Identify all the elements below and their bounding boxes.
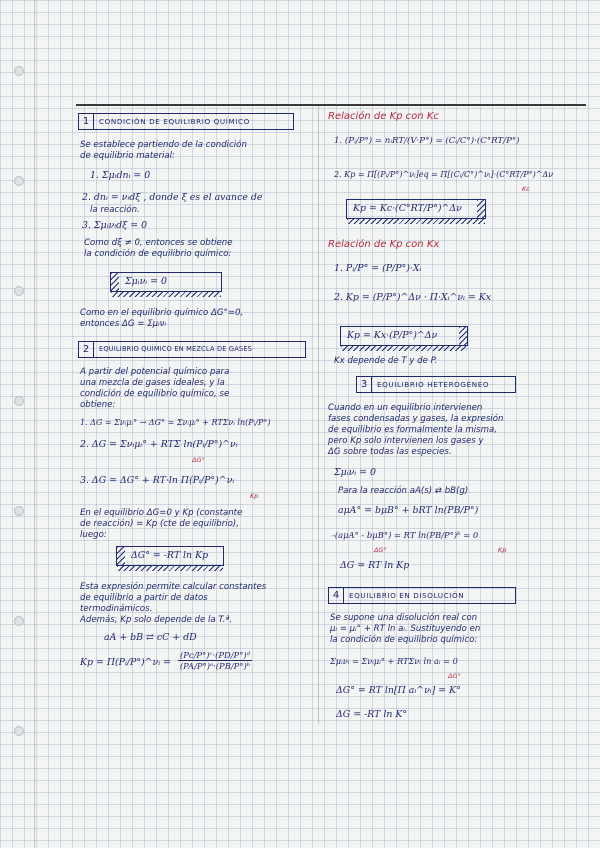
text-line: Se supone una disolución real con bbox=[330, 613, 478, 623]
equation: ΔG° = RT ln[Π aᵢ^νᵢ] = K° bbox=[336, 685, 461, 696]
header-rule bbox=[76, 104, 586, 106]
binder-hole bbox=[14, 66, 24, 76]
annotation: ΔG° bbox=[448, 672, 461, 680]
text-line: Además, Kp solo depende de la T.ª. bbox=[80, 615, 233, 625]
section-title: EQUILIBRIO QUÍMICO EN MEZCLA DE GASES bbox=[99, 345, 253, 353]
binder-hole bbox=[14, 176, 24, 186]
section-number: 2 bbox=[79, 342, 94, 357]
equation: 1. (Pᵢ/P°) = nᵢRT/(V·P°) = (Cᵢ/C°)·(C°RT/P°) bbox=[334, 136, 520, 146]
text-line: luego: bbox=[80, 530, 107, 540]
section-1-header bbox=[78, 113, 294, 130]
equation: Σμᵢνᵢ = 0 bbox=[334, 467, 376, 478]
boxed-equation: Kp = Kx·(P/P°)^Δν bbox=[347, 330, 438, 341]
text-line: μᵢ = μᵢ° + RT ln aᵢ. Sustituyendo en bbox=[330, 624, 481, 634]
text-line: Kx depende de T y de P. bbox=[334, 356, 438, 366]
equation: 2. dnᵢ = νᵢdξ , donde ξ es el avance de bbox=[82, 192, 263, 203]
fraction bbox=[178, 650, 252, 671]
equation: aμA° = bμB° + bRT ln(PB/P°) bbox=[338, 505, 479, 516]
text-line: entonces ΔG = Σμᵢνᵢ bbox=[80, 319, 167, 329]
text-line: ΔG sobre todas las especies. bbox=[328, 447, 452, 457]
binder-hole bbox=[14, 506, 24, 516]
section-3-header bbox=[356, 376, 516, 393]
equation: 1. ΔG = Σνᵢμᵢ° → ΔG° = Σνᵢμᵢ° + RTΣνᵢ ln(Pᵢ/P°) bbox=[80, 418, 271, 427]
reaction-equation: aA + bB ⇄ cC + dD bbox=[104, 632, 197, 643]
margin-line bbox=[34, 0, 35, 848]
text-line: la reacción. bbox=[90, 205, 140, 215]
subsection-title: Relación de Kp con Kc bbox=[328, 111, 439, 122]
text-line: pero Kp solo intervienen los gases y bbox=[328, 436, 484, 446]
boxed-equation: Kp = Kc·(C°RT/P°)^Δν bbox=[353, 203, 462, 214]
boxed-equation: Σμᵢνᵢ = 0 bbox=[125, 276, 167, 287]
binder-hole bbox=[14, 726, 24, 736]
box-hatching bbox=[117, 566, 223, 571]
text-line: Se establece partiendo de la condición bbox=[80, 140, 247, 150]
binder-hole bbox=[14, 396, 24, 406]
boxed-result bbox=[110, 272, 222, 292]
box-hatching bbox=[347, 219, 485, 224]
equation: 2. Kp = (P/P°)^Δν · Π·Xᵢ^νᵢ = Kx bbox=[334, 292, 492, 303]
annotation: ΔG° bbox=[192, 456, 205, 464]
equation: 1. Pᵢ/P° = (P/P°)·Xᵢ bbox=[334, 263, 422, 274]
section-number: 1 bbox=[79, 114, 94, 129]
equation: 3. ΔG = ΔG° + RT·ln Π(Pᵢ/P°)^νᵢ bbox=[80, 475, 235, 486]
annotation: Kp bbox=[498, 546, 507, 554]
box-hatching bbox=[111, 273, 119, 291]
text-line: En el equilibrio ΔG=0 y Kp (constante bbox=[80, 508, 243, 518]
text-line: obtiene: bbox=[80, 400, 116, 410]
box-hatching bbox=[341, 346, 467, 351]
equation: ΔG = -RT ln K° bbox=[336, 709, 408, 720]
equation: 2. ΔG = Σνᵢμᵢ° + RTΣ ln(Pᵢ/P°)^νᵢ bbox=[80, 439, 238, 450]
text-line: A partir del potencial químico para bbox=[80, 367, 230, 377]
box-hatching bbox=[111, 292, 221, 297]
column-divider bbox=[318, 104, 319, 724]
section-4-header bbox=[328, 587, 516, 604]
text-line: de reacción) = Kp (cte de equilibrio), bbox=[80, 519, 239, 529]
equation: 1. Σμᵢdnᵢ = 0 bbox=[90, 170, 151, 181]
text-line: condición de equilibrio químico, se bbox=[80, 389, 230, 399]
equation: -(aμA° - bμB°) = RT ln(PB/P°)ᵇ = 0 bbox=[332, 530, 479, 540]
equation: 3. Σμᵢνᵢdξ = 0 bbox=[82, 220, 148, 231]
text-line: fases condensadas y gases, la expresión bbox=[328, 414, 504, 424]
denominator: (PA/P°)ᵃ·(PB/P°)ᵇ bbox=[179, 661, 251, 671]
text-line: la condición de equilibrio químico: bbox=[330, 635, 478, 645]
binder-hole bbox=[14, 286, 24, 296]
text-line: Esta expresión permite calcular constantes bbox=[80, 582, 267, 592]
text-line: de equilibrio es formalmente la misma, bbox=[328, 425, 498, 435]
text-line: la condición de equilibrio químico: bbox=[84, 249, 232, 259]
section-title: EQUILIBRIO HETEROGÉNEO bbox=[377, 380, 490, 389]
equation: 2. Kp = Π[(Pᵢ/P°)^νᵢ]eq = Π[(Cᵢ/C°)^νᵢ]·(C°RT/P°)^Δν bbox=[334, 170, 554, 179]
annotation: Kp bbox=[250, 492, 259, 500]
box-hatching bbox=[477, 200, 485, 218]
equation: Σμᵢνᵢ = Σνᵢμᵢ° + RTΣνᵢ ln aᵢ = 0 bbox=[330, 656, 458, 666]
section-number: 4 bbox=[329, 588, 344, 603]
section-2-header bbox=[78, 341, 306, 358]
section-title: EQUILIBRIO EN DISOLUCIÓN bbox=[349, 591, 465, 600]
section-title: CONDICIÓN DE EQUILIBRIO QUÍMICO bbox=[99, 117, 250, 126]
text-line: Cuando en un equilibrio intervienen bbox=[328, 403, 483, 413]
text-line: termodinámicos. bbox=[80, 604, 153, 614]
text-line: Para la reacción aA(s) ⇄ bB(g) bbox=[338, 486, 469, 496]
text-line: una mezcla de gases ideales, y la bbox=[80, 378, 225, 388]
boxed-equation: ΔG° = -RT ln Kp bbox=[131, 550, 209, 561]
boxed-result bbox=[116, 546, 224, 566]
boxed-result bbox=[340, 326, 468, 346]
annotation: Kc bbox=[522, 185, 530, 193]
subsection-title: Relación de Kp con Kx bbox=[328, 239, 440, 250]
binder-hole bbox=[14, 616, 24, 626]
section-number: 3 bbox=[357, 377, 372, 392]
equation: ΔG = RT ln Kp bbox=[340, 560, 410, 571]
text-line: Como en el equilibrio químico ΔG°=0, bbox=[80, 308, 244, 318]
text-line: de equilibrio a partir de datos bbox=[80, 593, 208, 603]
box-hatching bbox=[459, 327, 467, 345]
text-line: de equilibrio material: bbox=[80, 151, 175, 161]
box-hatching bbox=[117, 547, 125, 565]
numerator: (Pc/P°)ᶜ·(PD/P°)ᵈ bbox=[180, 650, 250, 660]
annotation: ΔG° bbox=[374, 546, 387, 554]
text-line: Como dξ ≠ 0, entonces se obtiene bbox=[84, 238, 233, 248]
equation: Kp = Π(Pᵢ/P°)^νᵢ = bbox=[80, 657, 171, 668]
boxed-result bbox=[346, 199, 486, 219]
